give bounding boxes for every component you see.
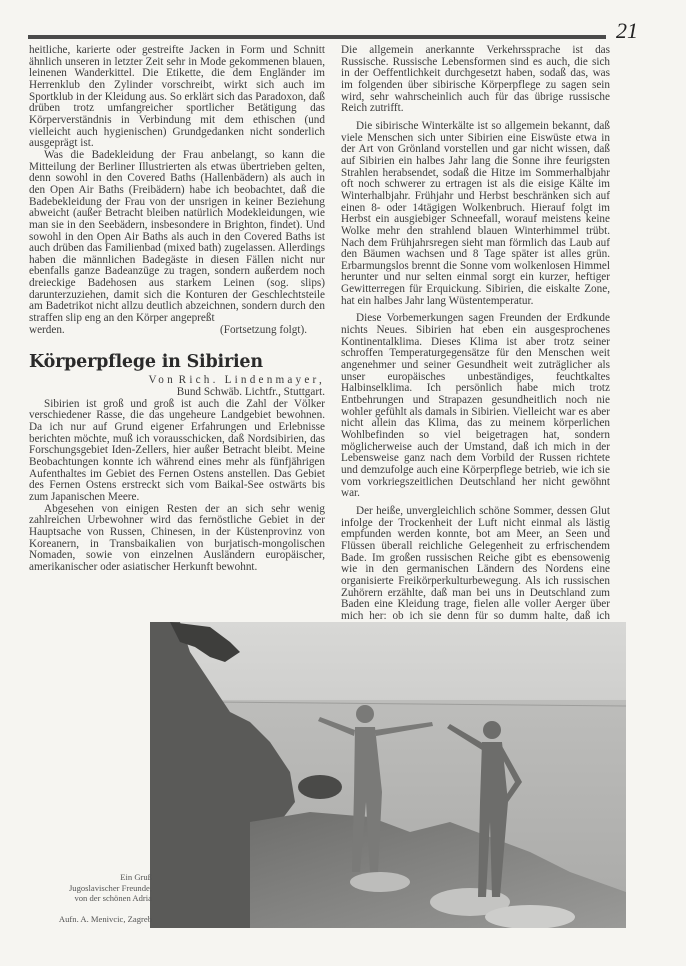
rock [298,775,342,799]
byline-author: Rich. Lindenmayer, [178,374,325,387]
photograph [150,622,626,928]
figure-caption [26,872,152,904]
caption-line: Ein Gruß [120,872,152,882]
sky [150,622,626,702]
right-column [341,45,610,634]
article-title: Körperpflege in Sibirien [29,352,263,373]
rock [485,905,575,928]
paragraph: Die sibirische Winterkälte ist so allgemein bekannt, daß viele Menschen sich unter Sibirien eine Eiswüste etwa in der Art von Grönland vorstellen und gar nicht wissen, daß auf Sibirien ein halbes Jahr lang die Sonne ihre feurigsten Strahlen herabsendet, sodaß die Hitze im Sommerhalbjahr oft noch schwerer zu ertragen ist als die eisige Kälte im Winterhalbjahr. Frühjahr und Herbst beschränken sich auf einen 8- oder 14tägigen Wolkenbruch. Hierauf folgt im Herbst ein ausgiebiger Schneefall, worauf meistens keine Wolke mehr den strahlend blauen Winterhimmel trübt. Nach dem Frühjahrsregen sieht man förmlich das Laub auf den Bäumen wachsen und 8 Tage später ist alles grün. Erbarmungslos brennt die Sonne vom wolkenlosen Himmel herunter und nur selten einmal sorgt ein kurzer, heftiger Gewitterregen für Erquickung. Sibirien, die eiskalte Zone, hat ein halbes Jahr lang Wüstentemperatur. [341,119,610,307]
rock [350,872,410,892]
byline-prefix: Von [148,374,176,387]
left-column [29,45,325,574]
header-rule [28,35,606,39]
paragraph: Diese Vorbemerkungen sagen Freunden der Erdkunde nichts Neues. Sibirien hat eben ein ausgesprochenes Kontinentalklima. Dieses Klima ist aber trotz seiner schroffen Temperaturgegensätze für den Menschen weit angenehmer und seiner Gesundheit weit zuträglicher als unser europäisches unbeständiges, feuchtkaltes Halbinselklima. Ich persönlich habe mich trotz Entbehrungen und Strapazen gesundheitlich noch nie wohler gefühlt als damals in Sibirien. Vielleicht war es aber nicht allein das Klima, das zu meinem körperlichen Wohlbefinden so viel beigetragen hat, sondern möglicherweise auch der Umstand, daß ich mich in der Lebensweise ganz nach dem Vorbild der Russen richtete und demzufolge auch eine Körperpflege betrieb, wie ich sie vom vorkriegszeitlichen Deutschland her nicht gewöhnt war. [341,312,610,500]
paragraph: Sibirien ist groß und groß ist auch die Zahl der Völker verschiedener Rasse, die das ungeheure Landgebiet bewohnen. Da ich nur auf Grund eigener Erfahrungen und Erlebnisse berichten möchte, muß ich vorausschicken, daß Nordsibirien, das Forschungsgebiet Iden-Zellers, hier außer Betracht bleibt. Meine Beobachtungen konnte ich während eines mehr als fünfjährigen Aufenthaltes im Gebiet des Fernen Ostens anstellen. Das Gebiet des Fernen Ostens erstreckt sich vom Baikal-See ostwärts bis zum Japanischen Meere. [29,397,325,503]
paragraph: Was die Badekleidung der Frau anbelangt, so kann die Mitteilung der Berliner Illustrierten als etwas übertrieben gelten, denn sowohl in den Covered Baths (Hallenbädern) als auch in den Open Air Baths (Freibädern) habe ich beobachtet, daß die Badebekleidung der Frau von der unsrigen in keiner Beziehung abweicht (außer Betracht bleiben natürlich Modekleidungen, wie man sie in den Seebädern, insbesondere in Brighton, findet). Und sowohl in den Open Air Baths als auch in den Covered Baths ist auch drüben das Familienbad (mixed bath) zugelassen. Allerdings haben die männlichen Badegäste in diesen Fällen nicht nur ebenfalls ganze Badeanzüge zu tragen, sondern außerdem noch dreieckige Badehosen aus starkem Leinen (sog. slips) darunterzuziehen, damit sich die Konturen der Geschlechtsteile am Badetrikot nicht allzu deutlich abzeichnen, sondern durch den straffen slip eng an den Körper angepreßt [29,148,325,325]
byline-affiliation: Bund Schwäb. Lichtfr., Stuttgart. [176,386,325,399]
caption-line: Jugoslavischer Freunde, [68,882,152,893]
last-word: werden. [29,323,65,336]
photo-credit: Aufn. A. Menivcic, Zagreb [58,914,152,924]
byline [29,375,325,398]
photograph-illustration [150,622,626,928]
page-number: 21 [616,18,638,43]
paragraph: heitliche, karierte oder gestreifte Jacken in Form und Schnitt ähnlich unseren in letzter Zeit sehr in Mode gekommenen blauen, leinenen Wanderkittel. Die Etikette, die dem Engländer im Herrenklub den Zylinder vorschreibt, wirkt sich auch im Sportklub in der Kleidung aus. So erklärt sich das Paradoxon, daß drüben trotz umfangreicher sportlicher Betätigung das Körperverständnis in Verbindung mit dem ethischen (und vielleicht auch hygienischen) Grundgedanken nicht sonderlich ausgeprägt ist. [29,44,325,150]
paragraph: Abgesehen von einigen Resten der an sich sehr wenig zahlreichen Urbewohner wird das fernöstliche Gebiet in der Hauptsache von Russen, Chinesen, in der Küstenprovinz von Koreanern, in Transbaikalien von burjatisch-mongolischen Nomaden, sowie von einzelnen Ausländern europäischer, amerikanischer oder asiatischer Herkunft bewohnt. [29,502,325,573]
paragraph: Der heiße, unvergleichlich schöne Sommer, dessen Glut infolge der Trockenheit der Luft nicht einmal als lästig empfunden werden konnte, bot am Meer, an Seen und Flüssen überall reichliche Gelegenheit zu erfrischendem Bade. Im großen russischen Reiche gibt es ebensowenig wie in den germanischen Ländern des Nordens eine organisierte Freikörperkulturbewegung. Als ich russischen Zuhörern erzählte, daß man bei uns in Deutschland zum Baden eine Kleidung trage, fielen alle voller Aerger über mich her: ob ich sie denn für so dumm halte, daß ich [341,504,610,622]
continued-line [29,325,325,337]
caption-line: von der schönen Adria [74,893,152,904]
paragraph: Die allgemein anerkannte Verkehrssprache ist das Russische. Russische Lebensformen sind es auch, die sich in der Oeffentlichkeit durchgesetzt haben, sodaß das, was im folgenden über sibirische Körperpflege zu sagen sein wird, sehr wahrscheinlich auch für das übrige russische Reich zutrifft. [341,44,610,115]
continued-note: (Fortsetzung folgt). [220,323,307,336]
